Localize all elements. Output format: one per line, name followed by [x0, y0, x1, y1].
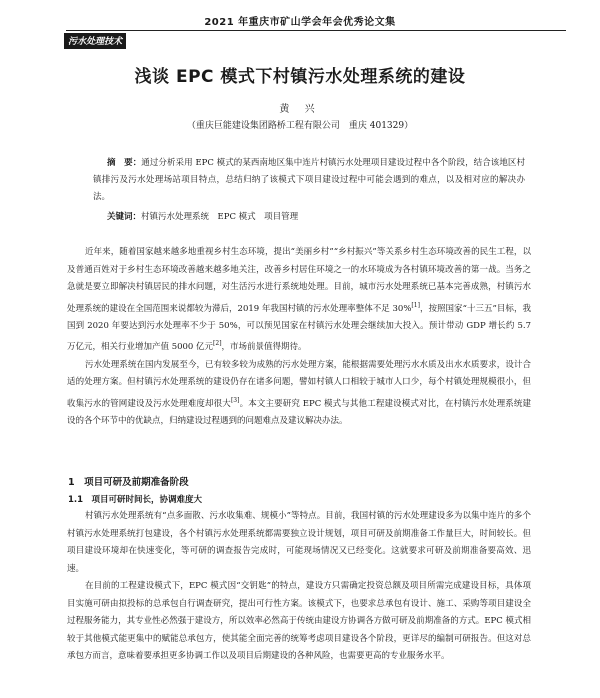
keywords [107, 210, 527, 222]
intro-paragraph-1: 近年来，随着国家越来越多地重视乡村生态环境，提出“美丽乡村”“乡村振兴”等关系乡村生态环境改善的民生工程，以及普通百姓对于乡村生态环境改善越来越多地关注，改善乡村居住环境之一的水环境成为各村镇环境改善的第一战。当务之急就是要立即解决村镇居民的排水问题，对生活污水进行系统地处理。目前，城市污水处理系统已基本完善成熟，村镇污水处理系统的建设在全国范围来说都较为滞后，2019 年我国村镇的污水处理率整体不足 30%[1]，按照国家“十三五”目标，我国到 2020 年要达到污水处理率不少于 50%，可以预见国家在村镇污水处理会继续加大投入。预计带动 GDP 增长约 5.7 万亿元，相关行业增加产值 5000 亿元[2]，市场前景值得期待。 [67, 247, 531, 353]
article-affiliation: （重庆巨能建设集团路桥工程有限公司 重庆 401329） [186, 121, 414, 131]
citation-1: [1] [411, 301, 420, 309]
keywords-text: 村镇污水处理系统 EPC 模式 项目管理 [141, 212, 299, 222]
abstract-text: 通过分析采用 EPC 模式的某西南地区集中连片村镇污水处理项目建设过程中各个阶段，结合该地区村镇排污及污水处理场站项目特点，总结归纳了该模式下项目建设过程中可能会遇到的难点，以及相对应的解决办法。 [93, 158, 525, 202]
abstract-label: 摘 要： [107, 158, 142, 168]
article-author: 黄 兴 [279, 104, 321, 115]
header-rule [66, 30, 566, 31]
section-1-paragraph-1: 村镇污水处理系统有“点多面散、污水收集难、规模小”等特点。目前，我国村镇的污水处理建设多为以集中连片的多个村镇污水处理系统打包建设，各个村镇污水处理系统都需要独立设计规划，项目可研及前期准备工作量巨大，时间较长。但项目建设环境却在快速变化，等可研的调查报告完成时，可能现场情况又已经变化。这就要求可研及前期准备要高效、迅速。 [67, 511, 531, 574]
intro-block [67, 244, 531, 430]
abstract [93, 155, 525, 206]
section-heading-1: 1 项目可研及前期准备阶段 [68, 477, 189, 488]
citation-2: [2] [213, 340, 222, 348]
running-header: 2021 年重庆市矿山学会年会优秀论文集 [204, 17, 396, 28]
subsection-heading-1-1: 1.1 项目可研时间长，协调难度大 [68, 495, 203, 505]
article-title: 浅谈 EPC 模式下村镇污水处理系统的建设 [134, 67, 466, 87]
keywords-label: 关键词： [107, 212, 142, 222]
section-1-paragraph-2: 在目前的工程建设模式下，EPC 模式因“交钥匙”的特点，建设方只需确定投资总额及项目所需完成建设目标，具体项目实施可研由拟投标的总承包自行调查研究，提出可行性方案。该模式下，也要求总承包有设计、施工、采购等项目建设全过程服务能力，其专业性必然强于建设方，所以效率必然高于传统由建设方协调各方做可研及前期准备的方式。EPC 模式相较于其他模式能更集中的赋能总承包方，使其能全面完善的统筹考虑项目建设各个阶段，更详尽的编制可研报告。但这对总承包方而言，意味着要承担更多协调工作以及项目后期建设的各种风险，也需要更高的专业服务水平。 [67, 581, 531, 661]
section-1-block [67, 508, 531, 666]
section-tag: 污水处理技术 [64, 33, 126, 49]
citation-3: [3] [230, 396, 240, 404]
intro-paragraph-2: 污水处理系统在国内发展至今，已有较多较为成熟的污水处理方案，能根据需要处理污水水质及出水水质要求，设计合适的处理方案。但村镇污水处理系统的建设仍存在诸多问题，譬如村镇人口相较于城市人口少，每个村镇处理规模很小，但收集污水的管网建设及污水处理难度却很大[3]。本文主要研究 EPC 模式与其他工程建设模式对比，在村镇污水处理系统建设的各个环节中的优缺点，归纳建设过程遇到的问题难点及建议解决办法。 [67, 359, 531, 426]
